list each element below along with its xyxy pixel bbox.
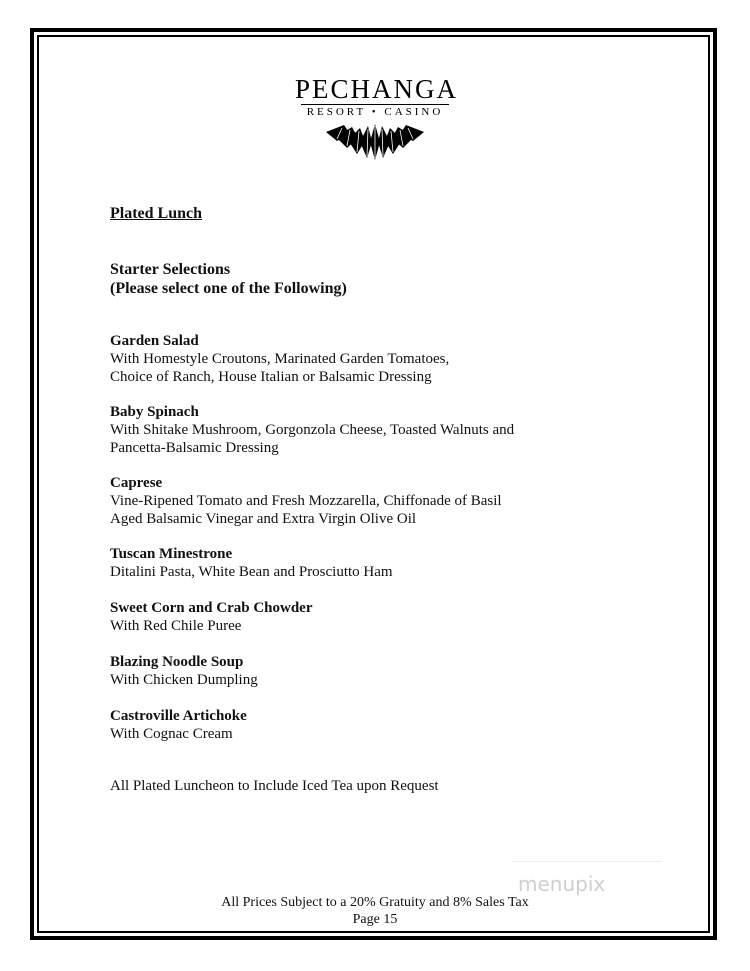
menu-item-description: With Homestyle Croutons, Marinated Garden Tomatoes,	[110, 351, 450, 367]
menu-item-description: Ditalini Pasta, White Bean and Prosciutto Ham	[110, 564, 393, 580]
starter-heading: Starter Selections	[110, 261, 231, 278]
menu-item-name: Sweet Corn and Crab Chowder	[110, 600, 313, 616]
menu-item-name: Baby Spinach	[110, 404, 199, 420]
menu-item-description: Vine-Ripened Tomato and Fresh Mozzarella, Chiffonade of Basil	[110, 493, 502, 509]
watermark-rule	[512, 861, 662, 862]
feather-emblem-icon	[320, 120, 430, 162]
menu-item	[110, 332, 449, 386]
logo-brand: PECHANGA	[295, 74, 459, 104]
menu-item-name: Castroville Artichoke	[110, 708, 247, 724]
starter-instruction: (Please select one of the Following)	[110, 280, 347, 297]
beverage-note: All Plated Luncheon to Include Iced Tea upon Request	[110, 778, 439, 794]
menu-item	[110, 653, 258, 689]
logo-rule	[301, 104, 449, 105]
menu-item-name: Tuscan Minestrone	[110, 546, 233, 562]
footer-terms: All Prices Subject to a 20% Gratuity and 8% Sales Tax	[221, 895, 529, 910]
starter-heading-block	[110, 260, 347, 298]
menu-item	[110, 707, 247, 743]
menu-item-description: With Shitake Mushroom, Gorgonzola Cheese, Toasted Walnuts and	[110, 422, 515, 438]
menu-item-description: With Chicken Dumpling	[110, 672, 258, 688]
menu-item-name: Garden Salad	[110, 333, 199, 349]
logo-subtitle: RESORT • CASINO	[306, 106, 444, 118]
menu-item	[110, 599, 313, 635]
pechanga-logo	[295, 74, 459, 162]
page-number: Page 15	[352, 912, 398, 927]
menu-item	[110, 545, 393, 581]
section-title: Plated Lunch	[110, 205, 203, 222]
menu-item-description: Choice of Ranch, House Italian or Balsamic Dressing	[110, 369, 432, 385]
menu-item-description: With Cognac Cream	[110, 726, 233, 742]
menu-item-description: Pancetta-Balsamic Dressing	[110, 440, 279, 456]
menu-item-name: Blazing Noodle Soup	[110, 654, 244, 670]
menupix-watermark: menupix	[518, 872, 606, 896]
menu-item	[110, 403, 514, 457]
menu-item-description: With Red Chile Puree	[110, 618, 242, 634]
menu-item	[110, 474, 502, 528]
menu-item-description: Aged Balsamic Vinegar and Extra Virgin Olive Oil	[110, 511, 417, 527]
menu-item-name: Caprese	[110, 475, 163, 491]
